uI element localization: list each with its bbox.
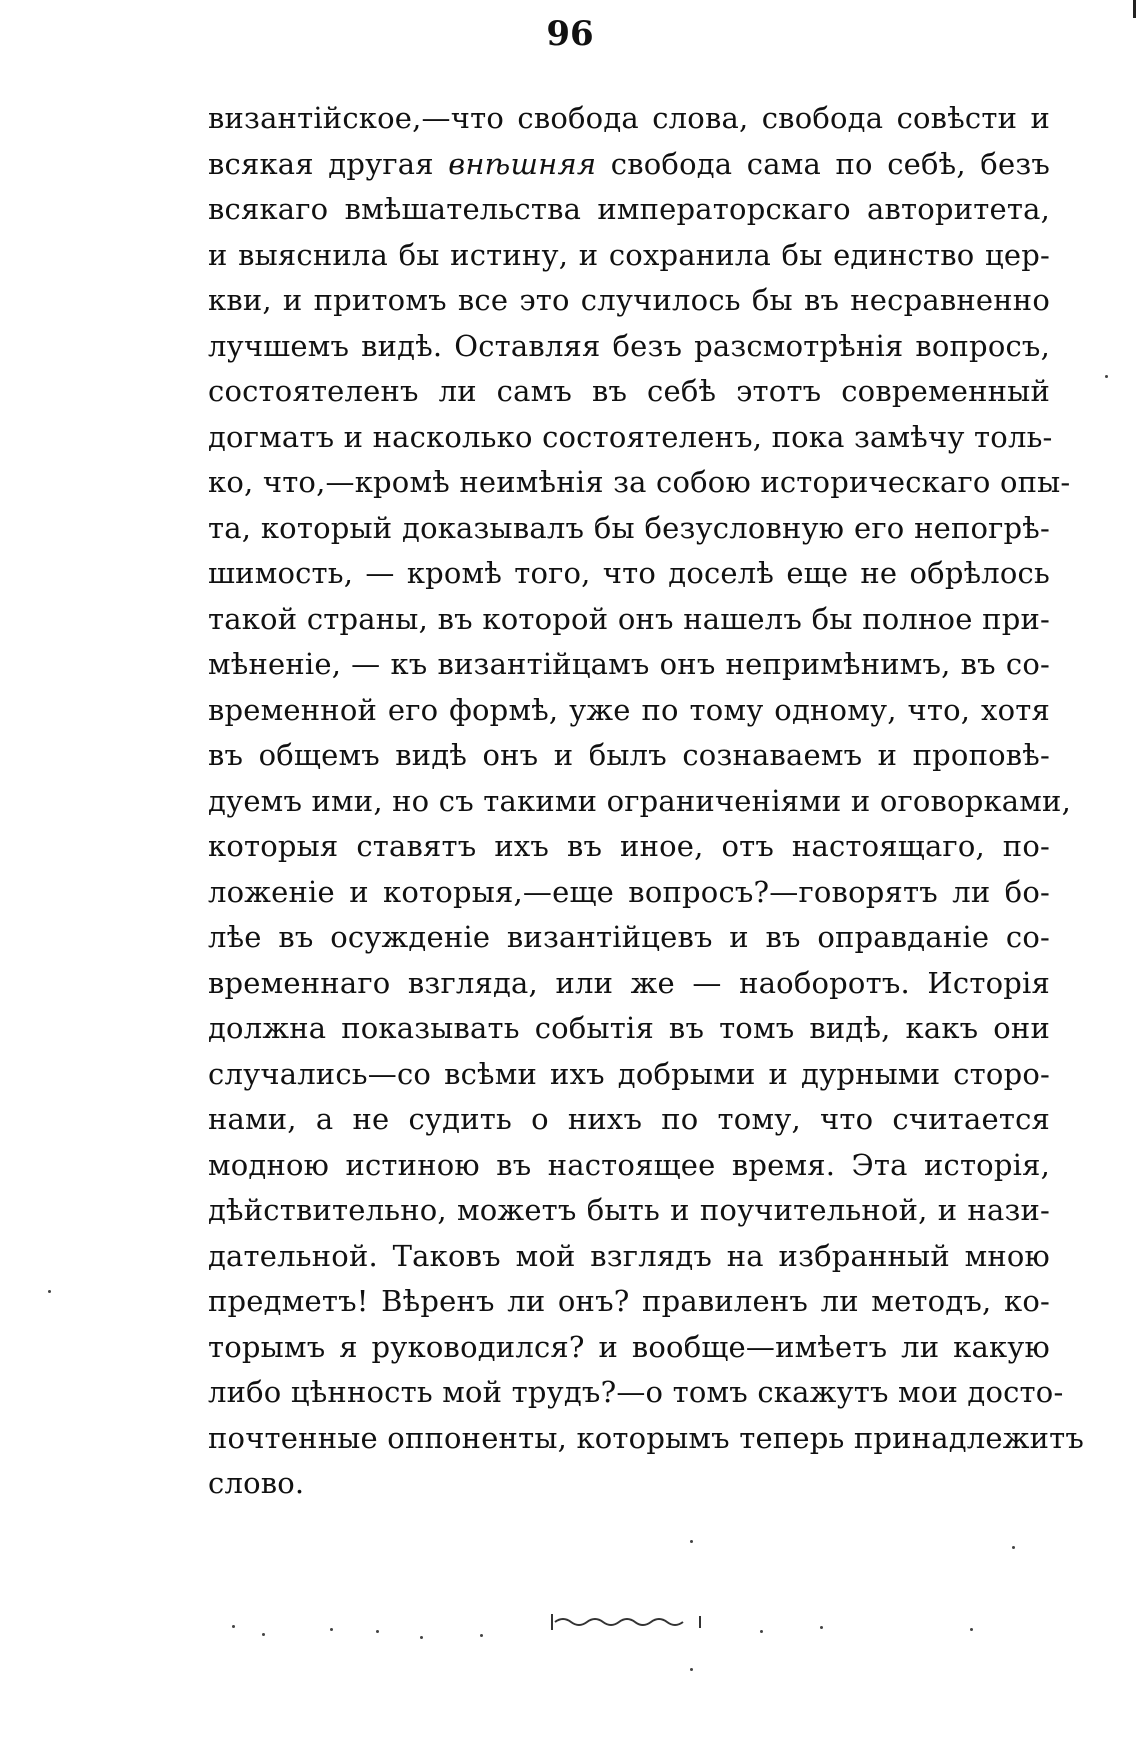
text-line: лучшемъ видѣ. Оставляя безъ разсмотрѣнія вопросъ, [208,328,1050,363]
text-run: всякая другая [208,146,449,181]
text-line-italic [208,142,1050,188]
body-text [208,96,1085,1507]
text-line-final: слово. [208,1466,305,1500]
text-line: догматъ и насколько состоятеленъ, пока замѣчу толь- [208,419,1053,454]
print-speck [420,1636,423,1639]
print-speck [1012,1546,1015,1549]
text-line: лѣе въ осужденіе византійцевъ и въ оправданіе со- [208,920,1050,954]
text-line: почтенные оппоненты, которымъ теперь принадлежитъ [208,1420,1085,1455]
text-line: которыя ставятъ ихъ въ иное, отъ настоящаго, по- [208,829,1050,863]
text-line: случались—со всѣми ихъ добрыми и дурными сторо- [208,1056,1050,1091]
page-number: 96 [546,14,594,54]
print-speck [262,1633,265,1636]
text-line: та, который доказывалъ бы безусловную его непогрѣ- [208,510,1050,545]
text-line: нами, а не судить о нихъ по тому, что считается [208,1102,1050,1136]
text-line: временнаго взгляда, или же — наоборотъ. Исторія [208,965,1050,1000]
text-line: либо цѣнность мой трудъ?—о томъ скажутъ мои досто- [208,1375,1064,1409]
text-line: временной его формѣ, уже по тому одному, что, хотя [208,692,1050,727]
text-line: и выяснила бы истину, и сохранила бы единство цер- [208,237,1050,272]
text-line: состоятеленъ ли самъ въ себѣ этотъ современный [208,374,1050,408]
text-line: византійское,—что свобода слова, свобода совѣсти и [208,101,1050,135]
text-line: ко, что,—кромѣ неимѣнія за собою историческаго опы- [208,465,1071,499]
text-line: всякаго вмѣшательства императорскаго авторитета, [208,192,1050,226]
text-line: шимость, — кромѣ того, что доселѣ еще не обрѣлось [208,556,1050,590]
print-speck [376,1630,379,1633]
text-line: дѣйствительно, можетъ быть и поучительной, и нази- [208,1193,1050,1227]
print-speck [1105,375,1108,378]
text-line: кви, и притомъ все это случилось бы въ несравненно [208,283,1050,317]
print-speck [760,1630,763,1633]
print-speck [970,1628,973,1631]
print-speck [330,1628,333,1631]
italic-emphasis: внѣшняя [448,146,597,181]
text-line: ложеніе и которыя,—еще вопросъ?—говорятъ ли бо- [208,874,1050,909]
print-speck [480,1634,483,1637]
print-speck [690,1540,693,1543]
text-run: свобода сама по себѣ, безъ [596,146,1050,181]
text-line: торымъ я руководился? и вообще—имѣетъ ли какую [208,1329,1050,1364]
print-speck [48,1290,51,1293]
text-line: въ общемъ видѣ онъ и былъ сознаваемъ и проповѣ- [208,738,1050,772]
text-line: такой страны, въ которой онъ нашелъ бы полное при- [208,601,1050,636]
text-line: дательной. Таковъ мой взглядъ на избранный мною [208,1238,1050,1273]
text-line: мѣненіе, — къ византійцамъ онъ непримѣнимъ, въ со- [208,647,1050,681]
text-line: предметъ! Вѣренъ ли онъ? правиленъ ли методъ, ко- [208,1284,1050,1318]
text-line: модною истиною въ настоящее время. Эта исторія, [208,1147,1050,1182]
text-line: должна показывать событія въ томъ видѣ, какъ они [208,1011,1050,1045]
print-speck [232,1625,235,1628]
print-speck [690,1668,693,1671]
text-line: дуемъ ими, но съ такими ограниченіями и оговорками, [208,783,1071,818]
end-ornament-divider [0,1600,1140,1640]
print-speck [820,1626,823,1629]
